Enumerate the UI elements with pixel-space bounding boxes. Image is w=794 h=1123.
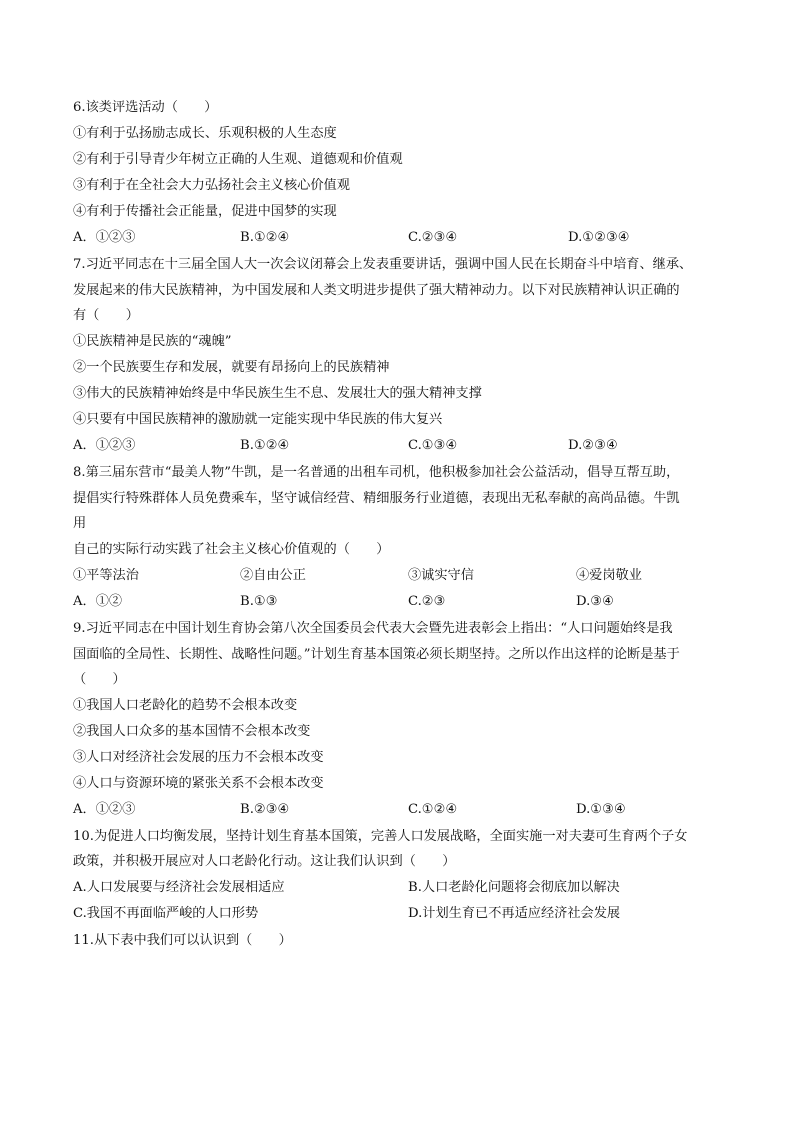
q9-stem-line-3: （ ） [73, 672, 126, 687]
q6-item-4: ④有利于传播社会正能量，促进中国梦的实现 [73, 204, 337, 219]
q7-item-3: ③伟大的民族精神始终是中华民族生生不息、发展壮大的强大精神支撑 [73, 386, 482, 401]
q10-stem-line-2: 政策，并积极开展应对人口老龄化行动。这让我们认识到（ ） [73, 854, 456, 869]
q8-item-1: ①平等法治 [73, 568, 139, 583]
q6-option-d: D.①②③④ [568, 230, 630, 245]
q9-option-b: B.②③④ [240, 802, 290, 817]
q8-options [73, 593, 733, 611]
q6-option-b: B.①②④ [240, 230, 290, 245]
q7-stem-line-3: 有（ ） [73, 308, 139, 323]
q9-item-1: ①我国人口老龄化的趋势不会根本改变 [73, 698, 298, 713]
q9-stem-line-1: 9.习近平同志在中国计划生育协会第八次全国委员会代表大会暨先进表彰会上指出：“人口问题始终是我 [73, 621, 673, 636]
q9-option-d: D.①③④ [576, 802, 626, 817]
q6-option-c: C.②③④ [408, 230, 458, 245]
q9-item-4: ④人口与资源环境的紧张关系不会根本改变 [73, 776, 324, 791]
q8-item-4: ④爱岗敬业 [576, 568, 642, 583]
q8-item-2: ②自由公正 [240, 568, 306, 583]
q10-options-row-2 [73, 905, 733, 923]
q7-stem-line-1: 7.习近平同志在十三届全国人大一次会议闭幕会上发表重要讲话，强调中国人民在长期奋斗中培育、继承、 [73, 257, 693, 272]
q7-stem-line-2: 发展起来的伟大民族精神，为中国发展和人类文明进步提供了强大精神动力。以下对民族精神认识正确的 [73, 283, 680, 298]
q8-stem-line-2: 提倡实行特殊群体人员免费乘车，坚守诚信经营、精细服务行业道德，表现出无私奉献的高尚品德。牛凯 [73, 491, 680, 506]
q9-item-3: ③人口对经济社会发展的压力不会根本改变 [73, 750, 324, 765]
q6-stem: 6.该类评选活动（ ） [73, 100, 218, 115]
q7-option-d: D.②③④ [568, 438, 618, 453]
q7-option-a: A．①②③ [73, 438, 136, 453]
q7-item-2: ②一个民族要生存和发展，就要有昂扬向上的民族精神 [73, 360, 390, 375]
q10-option-d: D.计划生育已不再适应经济社会发展 [408, 906, 621, 921]
q9-item-2: ②我国人口众多的基本国情不会根本改变 [73, 724, 311, 739]
q11-stem: 11.从下表中我们可以认识到（ ） [73, 933, 292, 948]
q8-item-3: ③诚实守信 [408, 568, 474, 583]
q8-stem-line-1: 8.第三届东营市“最美人物”牛凯，是一名普通的出租车司机，他积极参加社会公益活动，倡导互帮互助， [73, 465, 680, 480]
q9-option-a: A．①②③ [73, 802, 136, 817]
q9-option-c: C.①②④ [408, 802, 458, 817]
q8-option-c: C.②③ [408, 594, 446, 609]
q8-option-d: D.③④ [576, 594, 614, 609]
q6-item-3: ③有利于在全社会大力弘扬社会主义核心价值观 [73, 178, 350, 193]
q9-options [73, 801, 733, 819]
q8-option-a: A．①② [73, 594, 123, 609]
q10-stem-line-1: 10.为促进人口均衡发展，坚持计划生育基本国策，完善人口发展战略，全面实施一对夫妻可生育两个子女 [73, 829, 688, 844]
q8-stem-line-4: 自己的实际行动实践了社会主义核心价值观的（ ） [73, 542, 390, 557]
q6-option-a: A．①②③ [73, 230, 136, 245]
q9-stem-line-2: 国面临的全局性、长期性、战略性问题。”计划生育基本国策必须长期坚持。之所以作出这样的论断是基于 [73, 647, 680, 662]
q10-option-b: B.人口老龄化问题将会彻底加以解决 [408, 880, 620, 895]
q7-option-b: B.①②④ [240, 438, 290, 453]
q8-items [73, 567, 733, 585]
q10-option-a: A.人口发展要与经济社会发展相适应 [73, 880, 285, 895]
q7-item-1: ①民族精神是民族的“魂魄” [73, 334, 232, 349]
q7-option-c: C.①③④ [408, 438, 458, 453]
q6-item-2: ②有利于引导青少年树立正确的人生观、道德观和价值观 [73, 152, 403, 167]
q10-option-c: C.我国不再面临严峻的人口形势 [73, 906, 259, 921]
q6-options [73, 229, 733, 247]
q10-options-row-1 [73, 879, 733, 897]
q7-item-4: ④只要有中国民族精神的激励就一定能实现中华民族的伟大复兴 [73, 412, 443, 427]
q6-item-1: ①有利于弘扬励志成长、乐观积极的人生态度 [73, 126, 337, 141]
q8-option-b: B.①③ [240, 594, 278, 609]
q7-options [73, 437, 733, 455]
q8-stem-line-3: 用 [73, 516, 87, 531]
